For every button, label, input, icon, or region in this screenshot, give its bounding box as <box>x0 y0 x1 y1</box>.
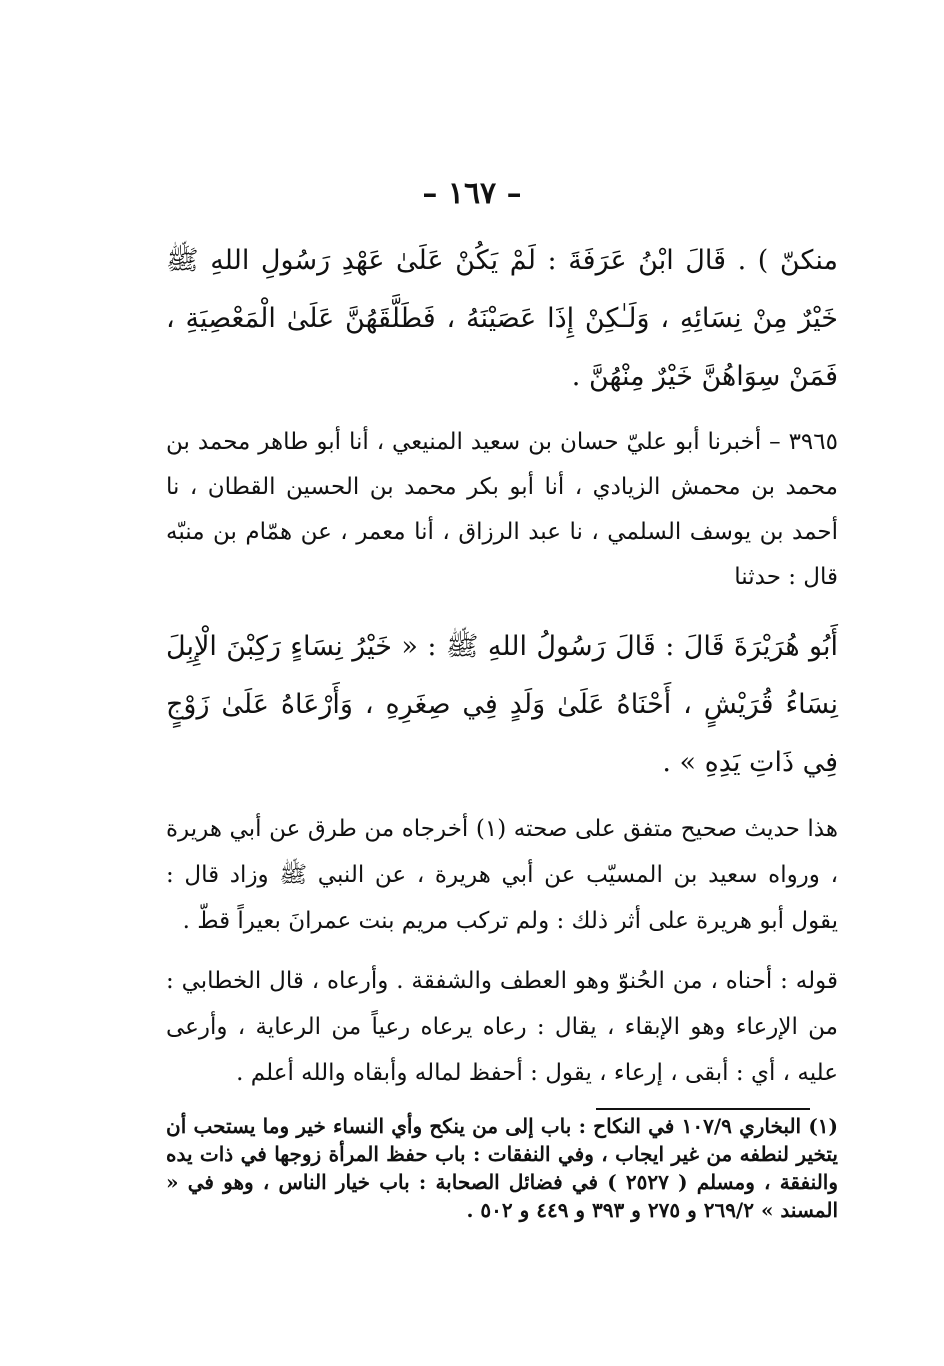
paragraph-hadith-matn: أَبُو هُرَيْرَةَ قَالَ : قَالَ رَسُولُ اللهِ ﷺ : « خَيْرُ نِسَاءٍ رَكِبْنَ الْإِبِلَ نِسَاءُ قُرَيْشٍ ، أَحْنَاهُ عَلَىٰ وَلَدٍ فِي صِغَرِهِ ، وَأَرْعَاهُ عَلَىٰ زَوْجٍ فِي ذَاتِ يَدِهِ » . <box>166 631 838 778</box>
paragraph-hadith-ending: منكنّ ) . قَالَ ابْنُ عَرَفَةَ : لَمْ يَكُنْ عَلَىٰ عَهْدِ رَسُولِ اللهِ ﷺ خَيْرٌ مِنْ نِسَائِهِ ، وَلَـٰكِنْ إِذَا عَصَيْنَهُ ، فَطَلَّقَهُنَّ عَلَىٰ الْمَعْصِيَةِ ، فَمَنْ سِوَاهُنَّ خَيْرٌ مِنْهُنَّ . <box>166 245 838 392</box>
main-text <box>166 232 838 1096</box>
paragraph-authentication: هذا حديث صحيح متفق على صحته (١) أخرجاه من طرق عن أبي هريرة ، ورواه سعيد بن المسيّب عن أبي هريرة ، عن النبي ﷺ وزاد قال : يقول أبو هريرة على أثر ذلك : ولم تركب مريم بنت عمرانَ بعيراً قطّ . <box>166 816 838 934</box>
paragraph-isnad-3965: ٣٩٦٥ – أخبرنا أبو عليّ حسان بن سعيد المنيعي ، أنا أبو طاهر محمد بن محمد بن محمش الزيادي ، أنا أبو بكر محمد بن الحسين القطان ، نا أحمد بن يوسف السلمي ، نا عبد الرزاق ، أنا معمر ، عن همّام بن منبّه قال : حدثنا <box>166 429 838 590</box>
footnote-1: (١) البخاري ١٠٧/٩ في النكاح : باب إلى من ينكح وأي النساء خير وما يستحب أن يتخير لنطفه من غير ايجاب ، وفي النفقات : باب حفظ المرأة زوجها في ذات يده والنفقة ، ومسلم ( ٢٥٢٧ ) في فضائل الصحابة : باب خيار الناس ، وهو في « المسند » ٢٦٩/٢ و ٢٧٥ و ٣٩٣ و ٤٤٩ و ٥٠٢ . <box>166 1114 839 1222</box>
paragraph-word-explanation: قوله : أحناه ، من الحُنوّ وهو العطف والشفقة . وأرعاه ، قال الخطابي : من الإرعاء وهو الإبقاء ، يقال : رعاه يرعاه رعياً من الرعاية ، وأرعى عليه ، أي : أبقى ، إرعاء ، يقول : أحفظ لماله وأبقاه والله أعلم . <box>166 968 838 1086</box>
footnote-separator <box>596 1108 810 1110</box>
page-number: – ١٦٧ – <box>422 176 522 211</box>
